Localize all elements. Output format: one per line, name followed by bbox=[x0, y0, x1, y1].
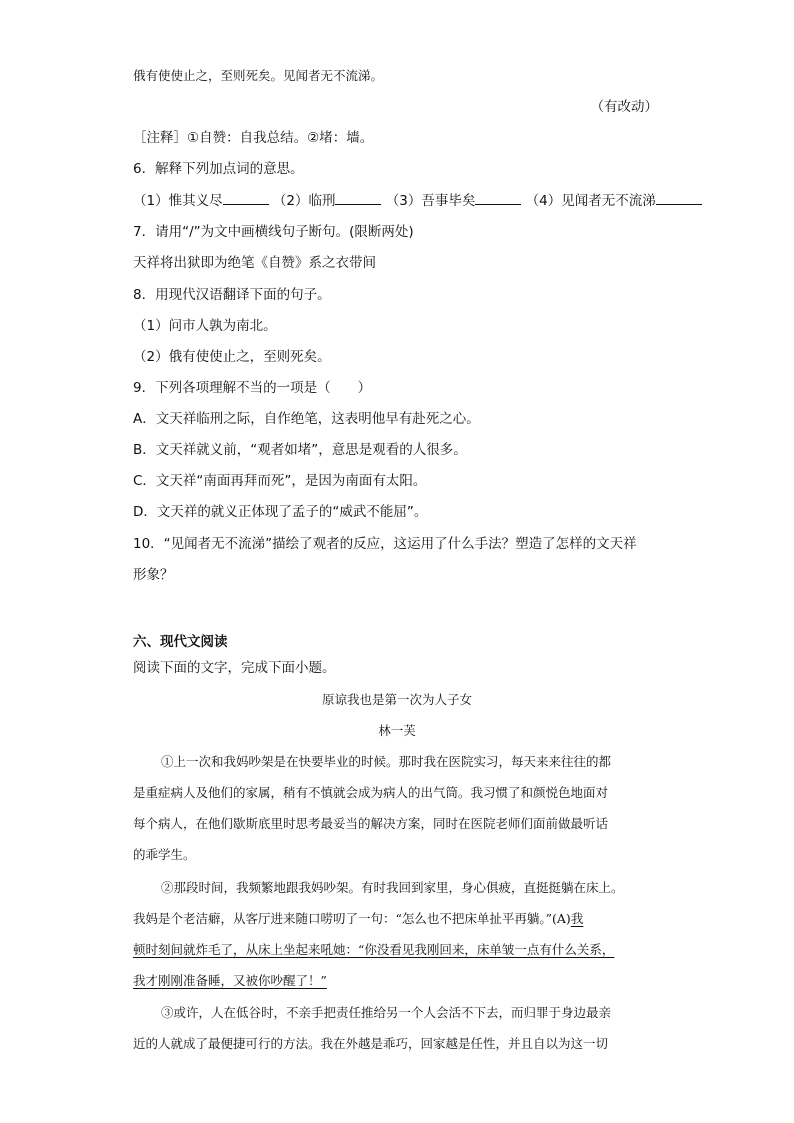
section-heading: 六、现代文阅读 bbox=[133, 634, 228, 650]
q7-sentence: 天祥将出狱即为绝笔《自赞》系之衣带间 bbox=[133, 255, 376, 271]
p2-line-2-text: 我妈是个老洁癖，从客厅进来随口唠叨了一句：“怎么也不把床单扯平再躺。”(A) bbox=[133, 911, 571, 926]
q9-stem: 9．下列各项理解不当的一项是（ ） bbox=[133, 380, 372, 396]
p1-line-1: ①上一次和我妈吵架是在快要毕业的时候。那时我在医院实习，每天来来往往的都 bbox=[161, 754, 612, 769]
answer-blank[interactable] bbox=[335, 192, 381, 205]
q8-stem: 8．用现代汉语翻译下面的句子。 bbox=[133, 287, 331, 303]
p1-line-2: 是重症病人及他们的家属，稍有不慎就会成为病人的出气筒。我习惯了和颜悦色地面对 bbox=[133, 785, 609, 800]
p1-line-4: 的乖学生。 bbox=[133, 847, 196, 862]
answer-blank[interactable] bbox=[475, 192, 521, 205]
article-title: 原谅我也是第一次为人子女 bbox=[321, 692, 472, 707]
q9-option-c: C．文天祥“南面再拜而死”，是因为南面有太阳。 bbox=[133, 473, 427, 489]
annotation: ［注释］①自赞：自我总结。②堵：墙。 bbox=[133, 130, 374, 146]
q6-stem: 6．解释下列加点词的意思。 bbox=[133, 161, 304, 177]
article-author: 林一芙 bbox=[378, 723, 416, 738]
p3-line-2: 近的人就成了最便捷可行的方法。我在外越是乖巧，回家越是任性，并且自以为这一切 bbox=[133, 1036, 609, 1051]
q8-item-2: （2）俄有使使止之，至则死矣。 bbox=[133, 349, 331, 365]
q6-items bbox=[133, 191, 702, 211]
q6-item-3: （3）吾事毕矣 bbox=[385, 193, 476, 209]
p2-line-2 bbox=[133, 909, 583, 929]
q9-option-a: A．文天祥临刑之际，自作绝笔，这表明他早有赴死之心。 bbox=[133, 411, 480, 427]
q8-item-1: （1）问市人孰为南北。 bbox=[133, 318, 277, 334]
q10-line-2: 形象？ bbox=[133, 567, 174, 583]
p1-line-3: 每个病人，在他们歇斯底里时思考最妥当的解决方案，同时在医院老师们面前做最听话 bbox=[133, 816, 609, 831]
q7-stem: 7．请用“/”为文中画横线句子断句。(限断两处) bbox=[133, 224, 414, 240]
section-instruction: 阅读下面的文字，完成下面小题。 bbox=[133, 660, 336, 676]
answer-blank[interactable] bbox=[223, 192, 269, 205]
p2-line-1: ②那段时间，我频繁地跟我妈吵架。有时我回到家里，身心俱疲，直挺挺躺在床上。 bbox=[161, 880, 624, 895]
q9-option-b: B．文天祥就义前，“观者如堵”，意思是观看的人很多。 bbox=[133, 442, 467, 458]
p3-line-1: ③或许，人在低谷时，不亲手把责任推给另一个人会活不下去，而归罪于身边最亲 bbox=[161, 1005, 612, 1020]
underlined-sentence-a-start: 我 bbox=[570, 911, 584, 926]
q6-item-1: （1）惟其义尽 bbox=[133, 193, 223, 209]
p2-line-4: 我才刚刚准备睡，又被你吵醒了！” bbox=[133, 973, 327, 988]
q9-option-d: D．文天祥的就义正体现了孟子的“威武不能屈”。 bbox=[133, 504, 428, 520]
answer-blank[interactable] bbox=[656, 192, 702, 205]
p2-line-3: 顿时刻间就炸毛了，从床上坐起来吼她：“你没看见我刚回来，床单皱一点有什么关系， bbox=[133, 942, 615, 957]
adapted-note: （有改动） bbox=[590, 99, 658, 115]
q6-item-2: （2）临刑 bbox=[272, 193, 336, 209]
q10-line-1: 10．“见闻者无不流涕”描绘了观者的反应，这运用了什么手法？塑造了怎样的文天祥 bbox=[133, 536, 637, 552]
q6-item-4: （4）见闻者无不流涕 bbox=[525, 193, 656, 209]
passage-tail: 俄有使使止之，至则死矣。见闻者无不流涕。 bbox=[133, 68, 384, 83]
